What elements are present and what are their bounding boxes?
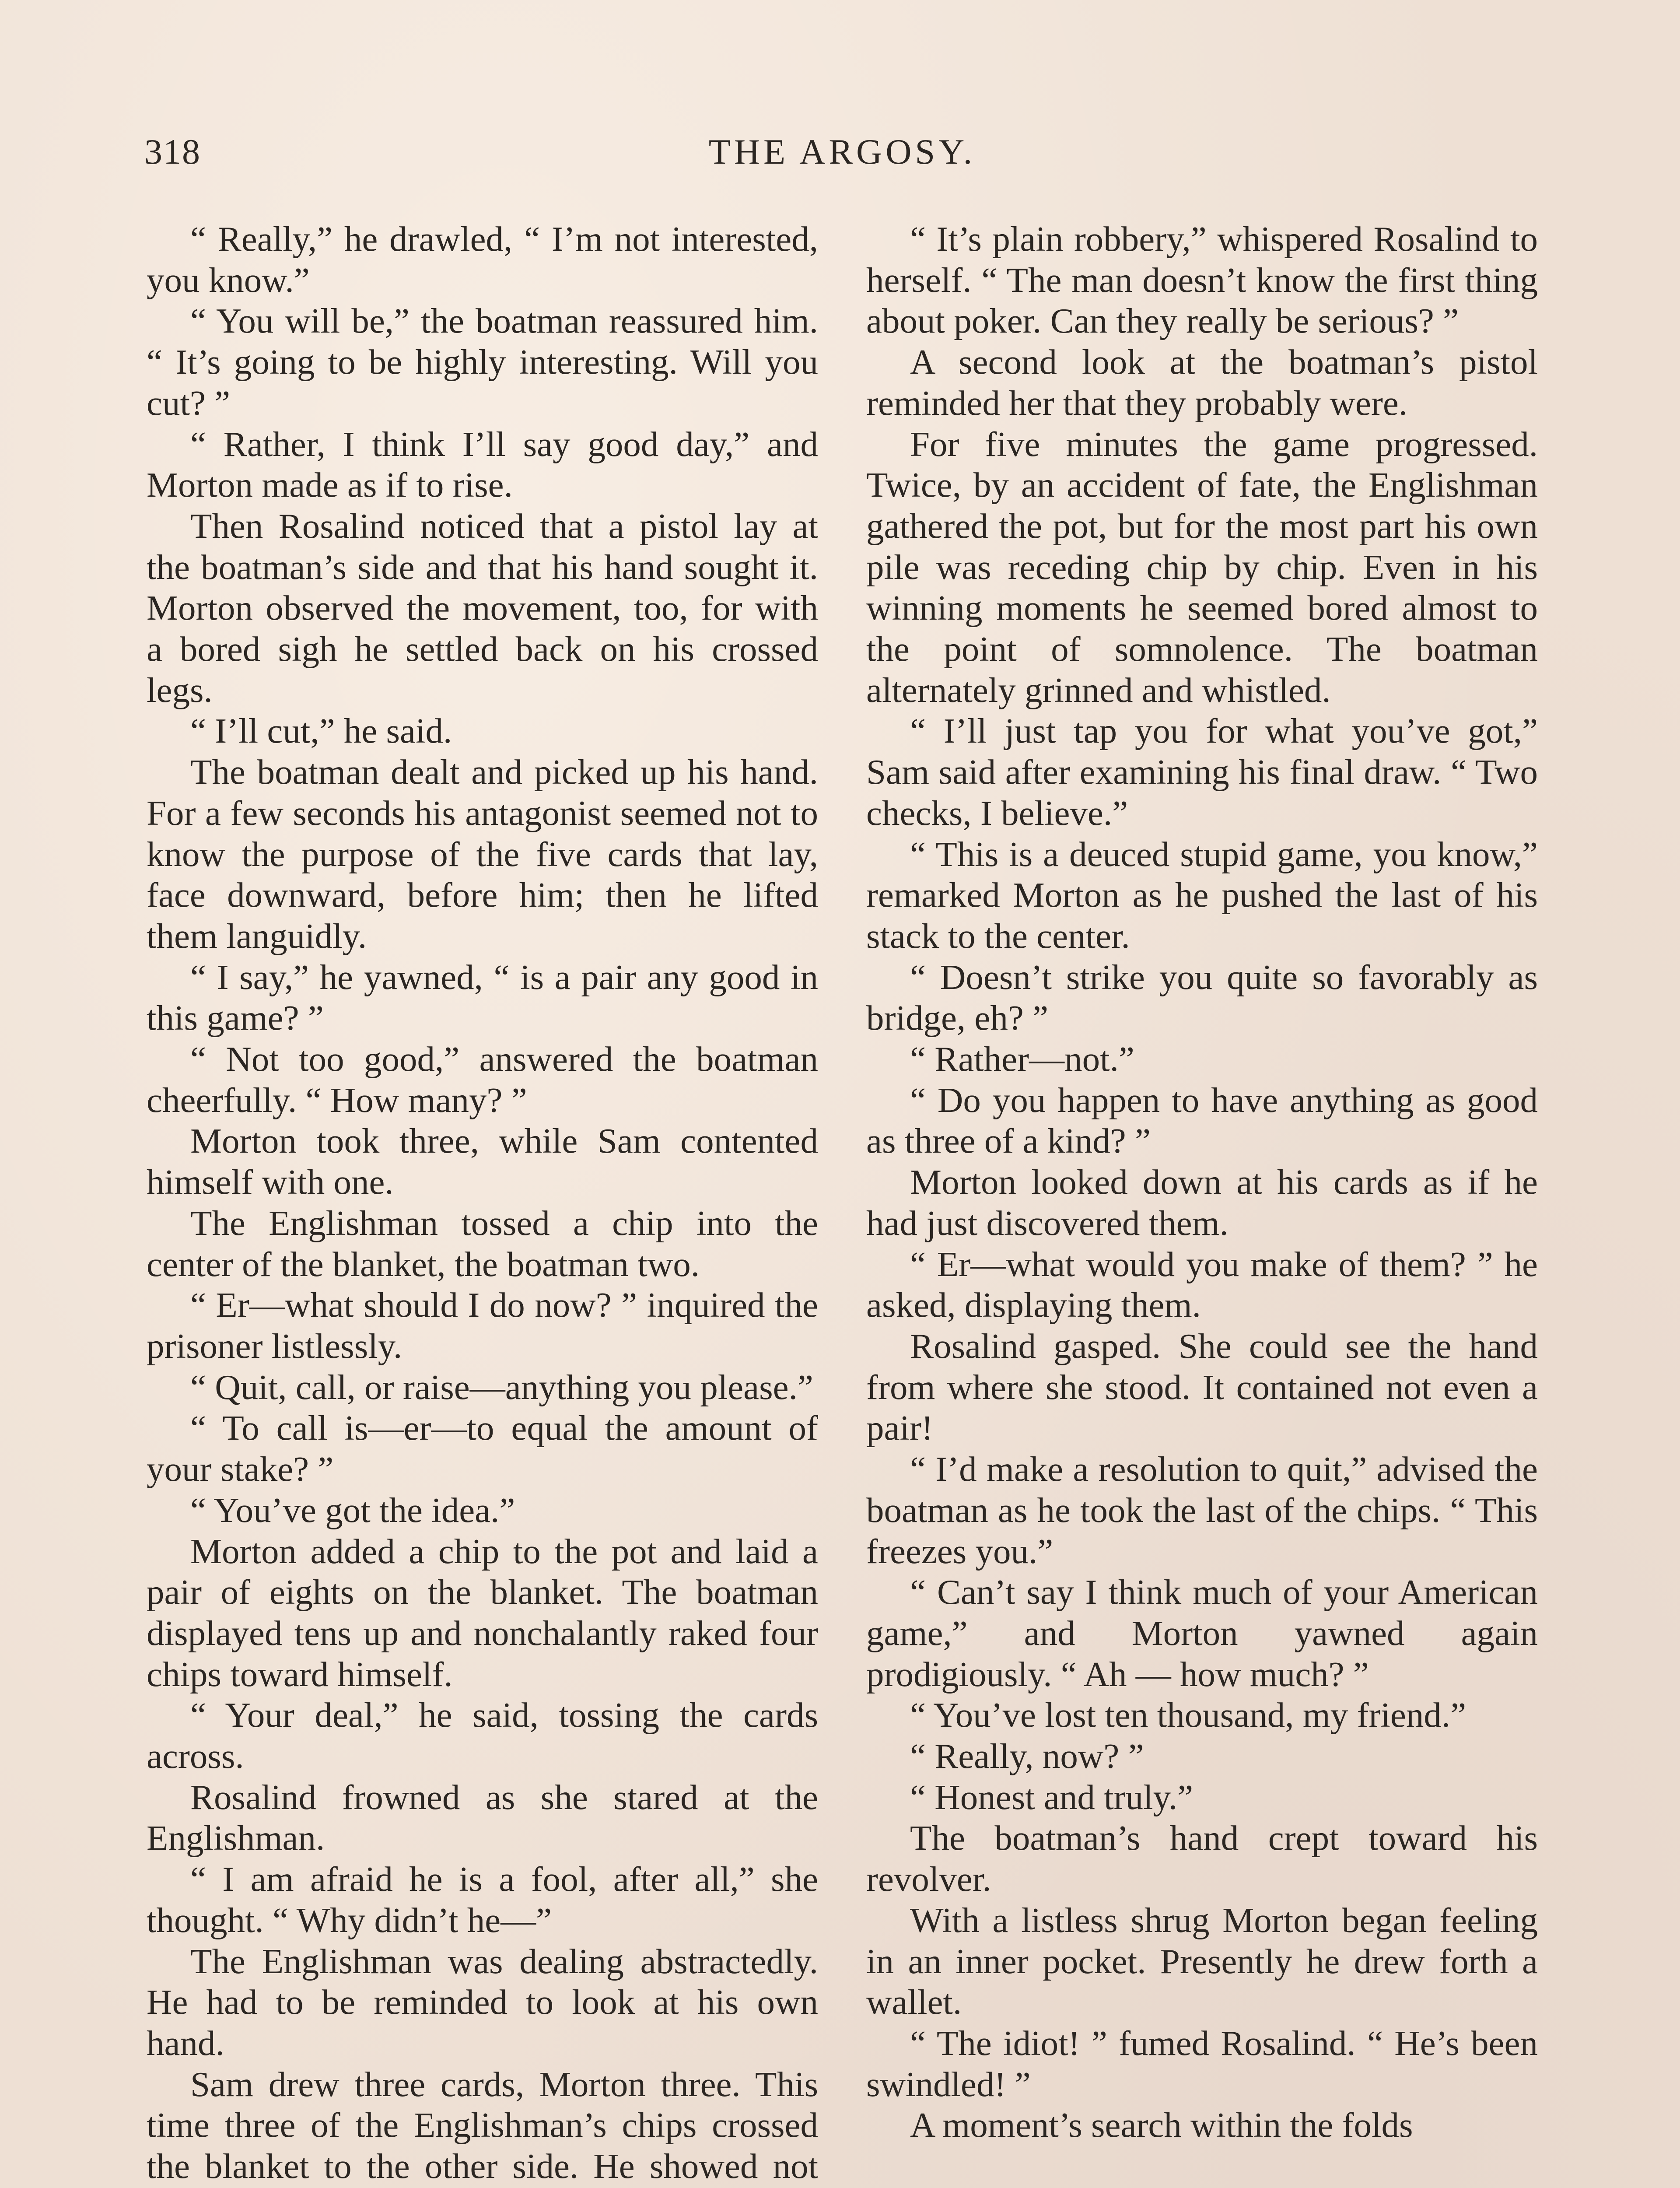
paragraph: A moment’s search within the folds	[910, 2105, 1413, 2145]
page-header	[144, 131, 1540, 179]
paragraph: Morton added a chip to the pot and laid a pair of eights on the blanket. The boatman displayed tens up and nonchalantly raked four chips toward himself.	[147, 1531, 818, 1694]
paragraph: A second look at the boatman’s pistol reminded her that they probably were.	[866, 342, 1538, 423]
paragraph: Sam drew three cards, Morton three. This time three of the Englishman’s chips crossed the blanket to the other side. He showed not	[147, 2064, 818, 2186]
paragraph: With a listless shrug Morton began feeling in an inner pocket. Presently he drew forth a wallet.	[866, 1900, 1538, 2022]
paragraph: “ To call is—er—to equal the amount of your stake? ”	[147, 1408, 818, 1489]
paragraph: Rosalind gasped. She could see the hand from where she stood. It contained not even a pair!	[866, 1326, 1538, 1448]
paragraph: “ This is a deuced stupid game, you know,” remarked Morton as he pushed the last of his stack to the center.	[866, 834, 1538, 956]
paragraph: “ Honest and truly.”	[910, 1777, 1194, 1817]
page-number: 318	[144, 132, 201, 172]
paragraph: The Englishman was dealing abstractedly. He had to be reminded to look at his own hand.	[147, 1941, 818, 2063]
paragraph: “ Er—what would you make of them? ” he asked, displaying them.	[866, 1244, 1538, 1325]
paragraph: Rosalind frowned as she stared at the Englishman.	[147, 1777, 818, 1858]
paragraph: Morton looked down at his cards as if he had just discovered them.	[866, 1162, 1538, 1243]
paragraph: “ I’d make a resolution to quit,” advised the boatman as he took the last of the chips. “ This freezes you.”	[866, 1449, 1538, 1571]
paragraph: “ Can’t say I think much of your American game,” and Morton yawned again prodigiously. “ Ah — how much? ”	[866, 1572, 1538, 1694]
paragraph: “ You’ve lost ten thousand, my friend.”	[910, 1695, 1466, 1735]
paragraph: “ The idiot! ” fumed Rosalind. “ He’s been swindled! ”	[866, 2023, 1538, 2104]
paragraph: Then Rosalind noticed that a pistol lay at the boatman’s side and that his hand sought it. Morton observed the movement, too, for with a bored sigh he settled back on his crossed legs.	[147, 506, 818, 710]
paragraph: The Englishman tossed a chip into the center of the blanket, the boatman two.	[147, 1203, 818, 1284]
paragraph: “ You’ve got the idea.”	[190, 1490, 515, 1530]
right-column	[866, 219, 1538, 2146]
paragraph: Morton took three, while Sam contented himself with one.	[147, 1121, 818, 1202]
paragraph: “ Doesn’t strike you quite so favorably as bridge, eh? ”	[866, 957, 1538, 1038]
running-title: THE ARGOSY.	[708, 132, 976, 172]
paragraph: “ I’ll cut,” he said.	[190, 711, 452, 751]
paragraph: “ Quit, call, or raise—anything you please.”	[190, 1367, 813, 1407]
paragraph: “ Really,” he drawled, “ I’m not interested, you know.”	[147, 219, 818, 300]
paragraph: “ I am afraid he is a fool, after all,” she thought. “ Why didn’t he—”	[147, 1859, 818, 1940]
paragraph: “ Not too good,” answered the boatman cheerfully. “ How many? ”	[147, 1039, 818, 1120]
paragraph: “ I’ll just tap you for what you’ve got,” Sam said after examining his final draw. “ Two checks, I believe.”	[866, 711, 1538, 833]
paragraph: “ You will be,” the boatman reassured him. “ It’s going to be highly interesting. Will you cut? ”	[147, 301, 818, 423]
left-column	[147, 219, 818, 2188]
paragraph: The boatman’s hand crept toward his revolver.	[866, 1818, 1538, 1899]
paragraph: “ Rather—not.”	[910, 1039, 1134, 1079]
paragraph: The boatman dealt and picked up his hand. For a few seconds his antagonist seemed not to know the purpose of the five cards that lay, face downward, before him; then he lifted them languidly.	[147, 752, 818, 956]
paragraph: “ Your deal,” he said, tossing the cards across.	[147, 1695, 818, 1776]
paragraph: “ I say,” he yawned, “ is a pair any good in this game? ”	[147, 957, 818, 1038]
paragraph: For five minutes the game progressed. Twice, by an accident of fate, the Englishman gathered the pot, but for the most part his own pile was receding chip by chip. Even in his winning moments he seemed bored almost to the point of somnolence. The boatman alternately grinned and whistled.	[866, 424, 1538, 710]
paragraph: “ Do you happen to have anything as good as three of a kind? ”	[866, 1080, 1538, 1161]
paragraph: “ It’s plain robbery,” whispered Rosalind to herself. “ The man doesn’t know the first thing about poker. Can they really be serious? ”	[866, 219, 1538, 341]
paragraph: “ Rather, I think I’ll say good day,” and Morton made as if to rise.	[147, 424, 818, 505]
paragraph: “ Really, now? ”	[910, 1736, 1144, 1776]
paragraph: “ Er—what should I do now? ” inquired the prisoner listlessly.	[147, 1285, 818, 1366]
